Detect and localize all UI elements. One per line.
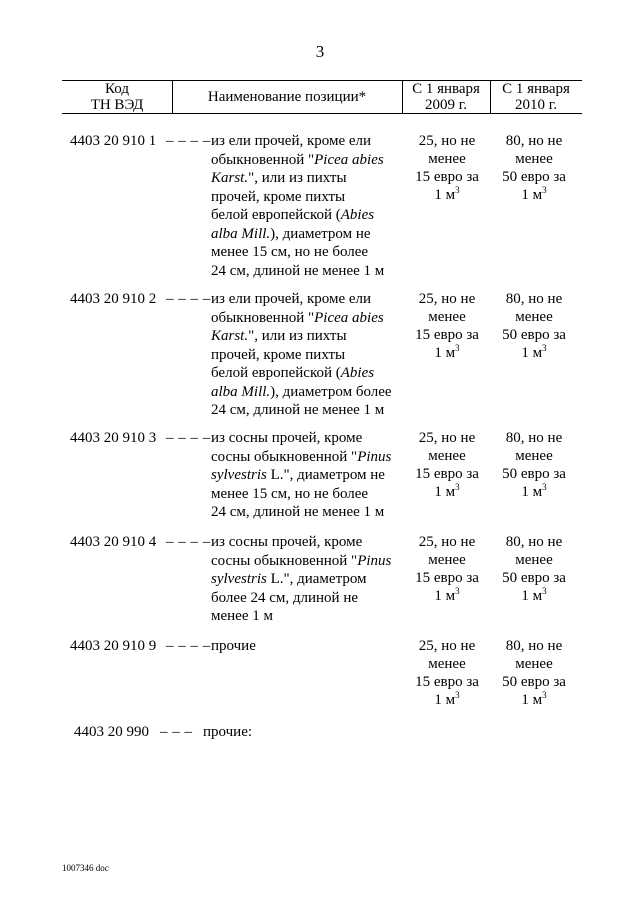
- item-description: из ели прочей, кроме ели обыкновенной "Picea abies Karst.", или из пихты прочей, кроме пихты белой европейской (Abies alba Mill.), диаметром не менее 15 см, но не более 24 см, длиной не менее 1 м: [211, 133, 385, 279]
- rate-2010: 80, но не менее 50 евро за 1 $м^3$: [502, 638, 566, 708]
- header-2010: [490, 80, 582, 114]
- item-code: 4403 20 910 3: [70, 430, 157, 446]
- item-code: 4403 20 910 2: [70, 291, 157, 307]
- item-code: 4403 20 910 9: [70, 638, 157, 654]
- header-2009-line2: 2009 г.: [425, 97, 467, 113]
- header-code-line2: ТН ВЭД: [90, 97, 144, 113]
- header-name-label: Наименование позиции*: [207, 89, 367, 105]
- item-description: прочие: [211, 638, 256, 654]
- level-dashes: – – – –: [166, 291, 211, 307]
- header-2010-line1: С 1 января: [502, 81, 570, 97]
- header-code-line1: Код: [105, 81, 129, 97]
- level-dashes: – – – –: [166, 534, 211, 550]
- header-code: [62, 80, 172, 114]
- level-dashes: – – – –: [166, 133, 211, 149]
- header-name: [172, 80, 402, 114]
- item-code: 4403 20 910 1: [70, 133, 157, 149]
- item-code: 4403 20 910 4: [70, 534, 157, 550]
- rate-2010: 80, но не менее 50 евро за 1 $м^3$: [502, 534, 566, 604]
- rate-2009: 25, но не менее 15 евро за 1 $м^3$: [415, 291, 479, 361]
- rate-2009: 25, но не менее 15 евро за 1 $м^3$: [415, 133, 479, 203]
- header-2009: [402, 80, 490, 114]
- item-description: из сосны прочей, кроме сосны обыкновенной "Pinus sylvestris L.", диаметром более 24 см, длиной не менее 1 м: [211, 534, 392, 624]
- item-description: из сосны прочей, кроме сосны обыкновенной "Pinus sylvestris L.", диаметром не менее 15 см, но не более 24 см, длиной не менее 1 м: [211, 430, 392, 520]
- level-dashes: – – – –: [166, 638, 211, 654]
- item-description: прочие:: [203, 724, 253, 740]
- rate-2009: 25, но не менее 15 евро за 1 $м^3$: [415, 534, 479, 604]
- rate-2010: 80, но не менее 50 евро за 1 $м^3$: [502, 430, 566, 500]
- item-description: из ели прочей, кроме ели обыкновенной "Picea abies Karst.", или из пихты прочей, кроме пихты белой европейской (Abies alba Mill.), диаметром более 24 см, длиной не менее 1 м: [211, 291, 392, 418]
- rate-2010: 80, но не менее 50 евро за 1 $м^3$: [502, 133, 566, 203]
- item-code: 4403 20 990: [74, 724, 149, 740]
- level-dashes: – – –: [160, 724, 193, 740]
- file-reference: 1007346 doc: [62, 863, 109, 873]
- rate-2010: 80, но не менее 50 евро за 1 $м^3$: [502, 291, 566, 361]
- page-number: 3: [315, 42, 325, 61]
- header-2009-line1: С 1 января: [412, 81, 480, 97]
- level-dashes: – – – –: [166, 430, 211, 446]
- header-2010-line2: 2010 г.: [515, 97, 557, 113]
- rate-2009: 25, но не менее 15 евро за 1 $м^3$: [415, 430, 479, 500]
- rate-2009: 25, но не менее 15 евро за 1 $м^3$: [415, 638, 479, 708]
